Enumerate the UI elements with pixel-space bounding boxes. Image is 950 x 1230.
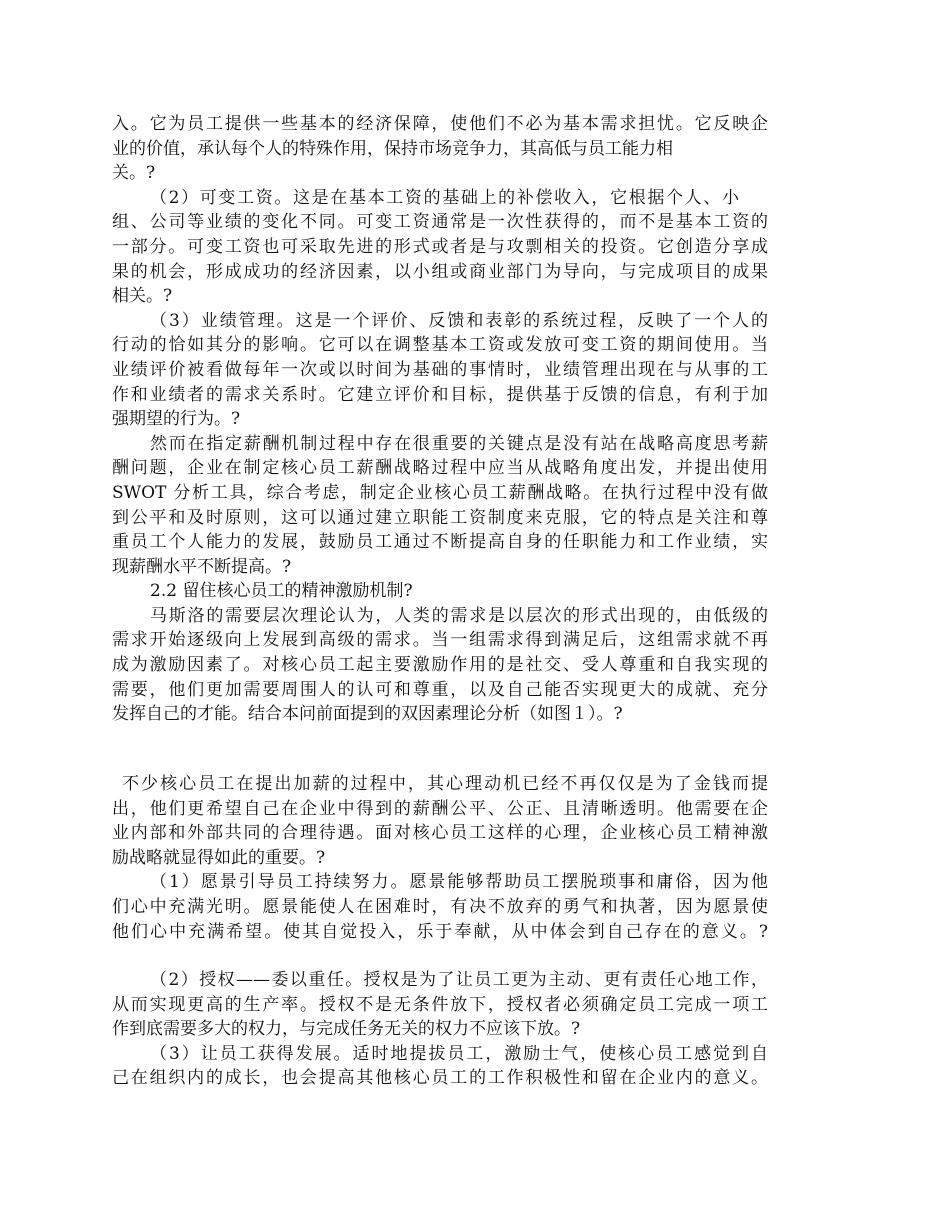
text-line: 重员工个人能力的发展，鼓励员工通过不断提高自身的任职能力和工作业绩，实 xyxy=(112,532,768,553)
text-line: 业绩评价被看做每年一次或以时间为基础的事情时，业绩管理出现在与从事的工 xyxy=(112,359,768,380)
text-line: （1）愿景引导员工持续努力。愿景能够帮助员工摆脱琐事和庸俗，因为他 xyxy=(150,872,768,893)
text-line: 酬问题，企业在制定核心员工薪酬战略过程中应当从战略角度出发，并提出使用 xyxy=(112,458,768,479)
text-line: 不少核心员工在提出加薪的过程中，其心理动机已经不再仅仅是为了金钱而提 xyxy=(122,774,768,794)
text-line: 励战略就显得如此的重要。? xyxy=(112,847,326,868)
text-line: 一部分。可变工资也可采取先进的形式或者是与攻剽相关的投资。它创造分享成 xyxy=(112,236,768,257)
text-line: 业的价值，承认每个人的特殊作用，保持市场竞争力，其高低与员工能力相 xyxy=(112,138,673,159)
text-line: 现薪酬水平不断提高。? xyxy=(112,556,292,577)
text-line: （3）业绩管理。这是一个评价、反馈和表彰的系统过程，反映了一个人的 xyxy=(150,310,768,331)
text-line: 们心中充满光明。愿景能使人在困难时，有决不放弃的勇气和执著，因为愿景使 xyxy=(112,896,768,917)
text-line: 果的机会，形成成功的经济因素，以小组或商业部门为导向，与完成项目的成果 xyxy=(112,261,768,282)
text-line: 成为激励因素了。对核心员工起主要激励作用的是社交、受人尊重和自我实现的 xyxy=(112,655,768,676)
text-line: 组、公司等业绩的变化不同。可变工资通常是一次性获得的，而不是基本工资的 xyxy=(112,212,768,233)
text-line: 己在组织内的成长，也会提高其他核心员工的工作积极性和留在企业内的意义。 xyxy=(112,1068,768,1089)
text-line: 作到底需要多大的权力，与完成任务无关的权力不应该下放。? xyxy=(112,1019,581,1040)
text-line: 从而实现更高的生产率。授权不是无条件放下，授权者必须确定员工完成一项工 xyxy=(112,994,768,1015)
text-line: 然而在指定薪酬机制过程中存在很重要的关键点是没有站在战略高度思考薪 xyxy=(150,433,768,454)
section-heading: 2.2 留住核心员工的精神激励机制? xyxy=(150,581,413,602)
text-line: 作和业绩者的需求关系时。它建立评价和目标，提供基于反馈的信息，有利于加 xyxy=(112,384,768,405)
text-block-compensation xyxy=(112,112,768,727)
text-line: 出，他们更希望自己在企业中得到的薪酬公平、公正、且清晰透明。他需要在企 xyxy=(112,798,768,819)
text-line: SWOT 分析工具，综合考虑，制定企业核心员工薪酬战略。在执行过程中没有做 xyxy=(112,482,768,503)
text-line: 需求开始逐级向上发展到高级的需求。当一组需求得到满足后，这组需求就不再 xyxy=(112,630,768,651)
text-line: 入。它为员工提供一些基本的经济保障，使他们不必为基本需求担忧。它反映企 xyxy=(112,114,768,134)
text-block-spiritual-motivation xyxy=(112,772,768,944)
text-line: 行动的恰如其分的影响。它可以在调整基本工资或发放可变工资的期间使用。当 xyxy=(112,335,768,356)
text-line: 相关。? xyxy=(112,286,173,307)
text-line: 马斯洛的需要层次理论认为，人类的需求是以层次的形式出现的，由低级的 xyxy=(150,605,768,626)
text-line: （2）可变工资。这是在基本工资的基础上的补偿收入，它根据个人、小 xyxy=(150,187,739,208)
text-line: 发挥自己的才能。结合本问前面提到的双因素理论分析（如图１）。? xyxy=(112,704,623,725)
text-line: （3）让员工获得发展。适时地提拔员工，激励士气，使核心员工感觉到自 xyxy=(150,1043,768,1064)
text-line: 到公平和及时原则，这可以通过建立职能工资制度来克服，它的特点是关注和尊 xyxy=(112,507,768,528)
text-line: 需要，他们更加需要周围人的认可和尊重，以及自己能否实现更大的成就、充分 xyxy=(112,679,768,700)
text-line: 强期望的行为。? xyxy=(112,409,241,430)
text-line: （2）授权——委以重任。授权是为了让员工更为主动、更有责任心地工作， xyxy=(150,970,768,990)
text-line: 他们心中充满希望。使其自觉投入，乐于奉献，从中体会到自己存在的意义。? xyxy=(112,921,768,942)
text-block-empowerment xyxy=(112,968,768,1091)
text-line: 关。? xyxy=(112,163,156,184)
text-line: 业内部和外部共同的合理待遇。面对核心员工这样的心理，企业核心员工精神激 xyxy=(112,823,768,844)
